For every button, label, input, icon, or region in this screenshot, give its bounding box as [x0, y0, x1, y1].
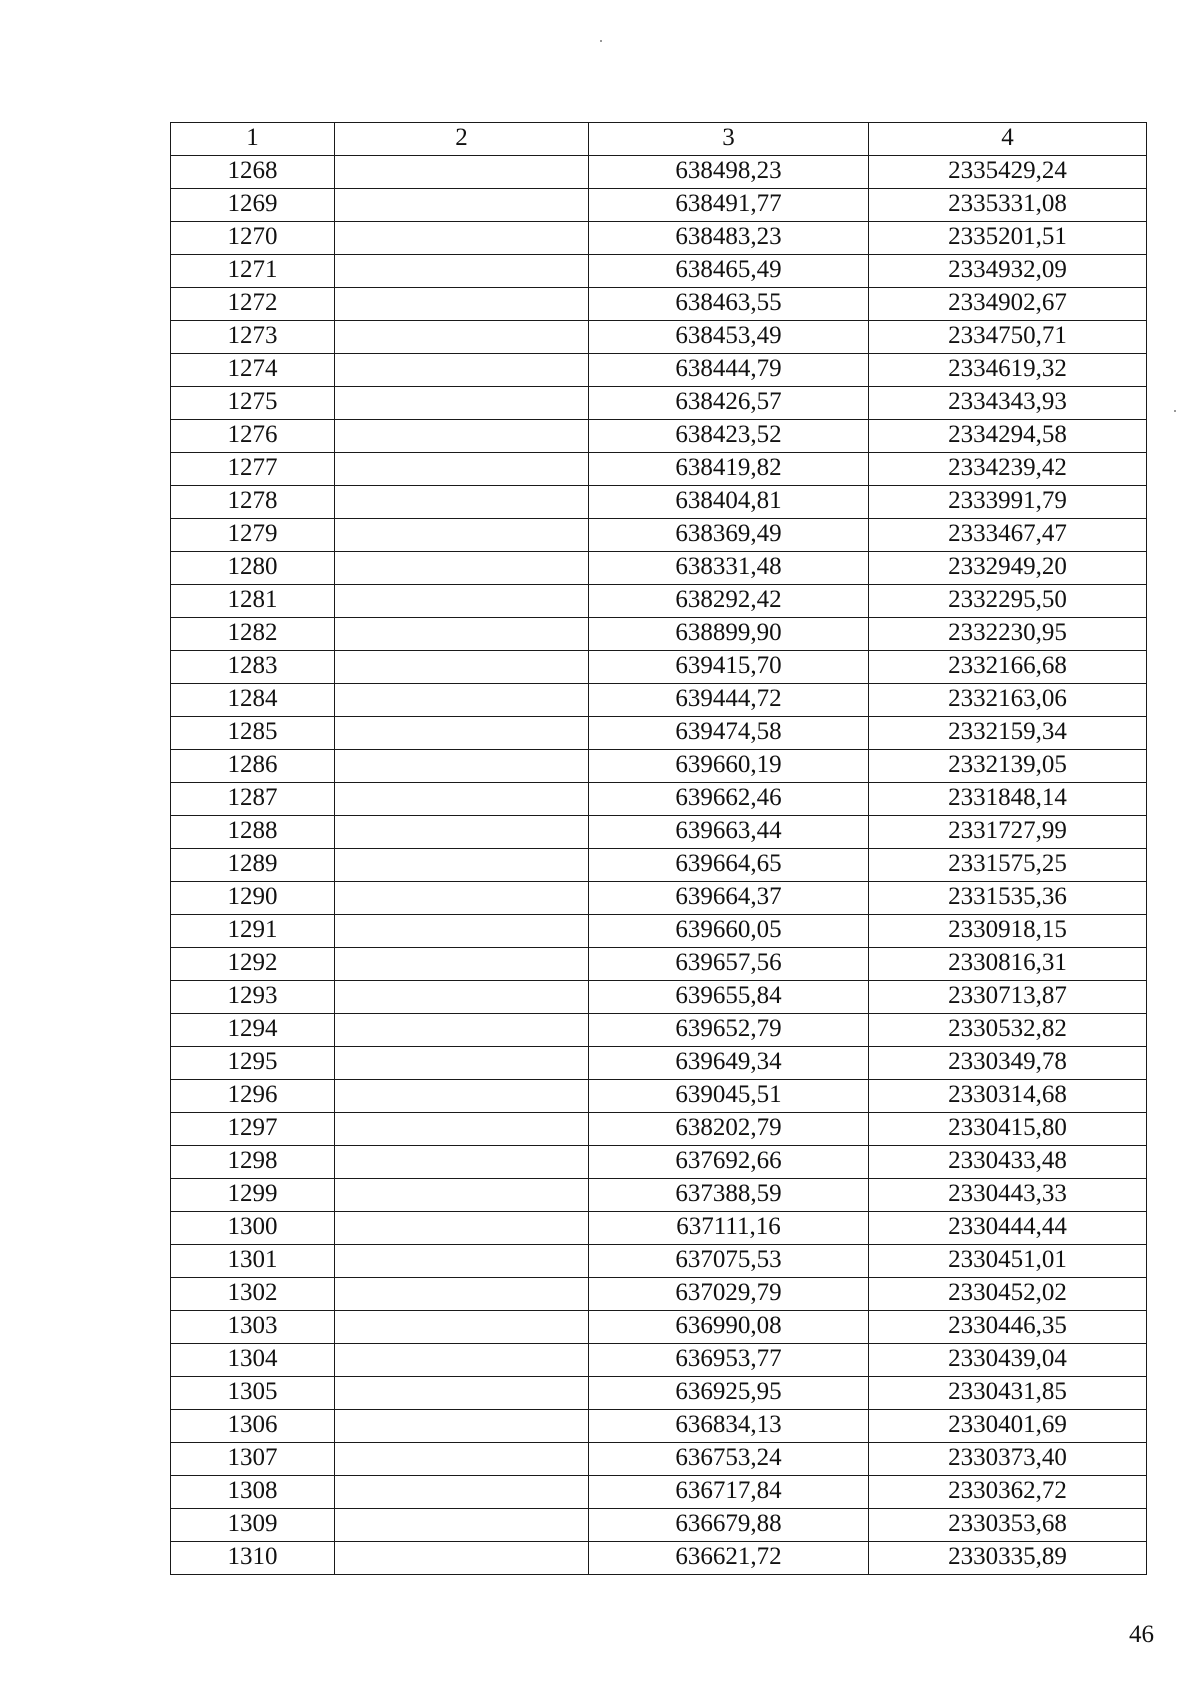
table-row [171, 783, 1147, 816]
table-row [171, 255, 1147, 288]
column-header-1: 1 [171, 123, 335, 156]
y-coordinate-cell: 2334294,58 [869, 420, 1147, 453]
y-coordinate-cell: 2334902,67 [869, 288, 1147, 321]
point-number-cell: 1289 [171, 849, 335, 882]
table-row [171, 453, 1147, 486]
point-number-cell: 1287 [171, 783, 335, 816]
scan-speck [1174, 410, 1176, 412]
point-number-cell: 1301 [171, 1245, 335, 1278]
x-coordinate-cell: 639657,56 [589, 948, 869, 981]
y-coordinate-cell: 2332166,68 [869, 651, 1147, 684]
x-coordinate-cell: 638498,23 [589, 156, 869, 189]
table-row [171, 519, 1147, 552]
x-coordinate-cell: 639664,65 [589, 849, 869, 882]
x-coordinate-cell: 637111,16 [589, 1212, 869, 1245]
description-cell [335, 750, 589, 783]
y-coordinate-cell: 2332139,05 [869, 750, 1147, 783]
point-number-cell: 1304 [171, 1344, 335, 1377]
description-cell [335, 1014, 589, 1047]
y-coordinate-cell: 2330451,01 [869, 1245, 1147, 1278]
description-cell [335, 453, 589, 486]
point-number-cell: 1273 [171, 321, 335, 354]
table-row [171, 189, 1147, 222]
table-row [171, 288, 1147, 321]
table-row [171, 1443, 1147, 1476]
x-coordinate-cell: 637388,59 [589, 1179, 869, 1212]
point-number-cell: 1308 [171, 1476, 335, 1509]
description-cell [335, 1047, 589, 1080]
x-coordinate-cell: 639664,37 [589, 882, 869, 915]
column-header-4: 4 [869, 123, 1147, 156]
description-cell [335, 255, 589, 288]
description-cell [335, 717, 589, 750]
description-cell [335, 948, 589, 981]
table-row [171, 1476, 1147, 1509]
description-cell [335, 1476, 589, 1509]
table-row [171, 1047, 1147, 1080]
y-coordinate-cell: 2330433,48 [869, 1146, 1147, 1179]
point-number-cell: 1288 [171, 816, 335, 849]
point-number-cell: 1274 [171, 354, 335, 387]
table-row [171, 849, 1147, 882]
y-coordinate-cell: 2330443,33 [869, 1179, 1147, 1212]
y-coordinate-cell: 2331727,99 [869, 816, 1147, 849]
description-cell [335, 882, 589, 915]
table-row [171, 354, 1147, 387]
table-row [171, 1014, 1147, 1047]
table-row [171, 486, 1147, 519]
x-coordinate-cell: 638899,90 [589, 618, 869, 651]
point-number-cell: 1270 [171, 222, 335, 255]
description-cell [335, 1410, 589, 1443]
x-coordinate-cell: 639655,84 [589, 981, 869, 1014]
column-header-2: 2 [335, 123, 589, 156]
description-cell [335, 1278, 589, 1311]
table-row [171, 1344, 1147, 1377]
y-coordinate-cell: 2330349,78 [869, 1047, 1147, 1080]
table-row [171, 1542, 1147, 1575]
y-coordinate-cell: 2330444,44 [869, 1212, 1147, 1245]
point-number-cell: 1268 [171, 156, 335, 189]
description-cell [335, 420, 589, 453]
point-number-cell: 1275 [171, 387, 335, 420]
table-header-row [171, 123, 1147, 156]
table-row [171, 1278, 1147, 1311]
point-number-cell: 1307 [171, 1443, 335, 1476]
x-coordinate-cell: 636925,95 [589, 1377, 869, 1410]
y-coordinate-cell: 2332163,06 [869, 684, 1147, 717]
x-coordinate-cell: 638404,81 [589, 486, 869, 519]
y-coordinate-cell: 2330314,68 [869, 1080, 1147, 1113]
description-cell [335, 684, 589, 717]
y-coordinate-cell: 2330415,80 [869, 1113, 1147, 1146]
description-cell [335, 651, 589, 684]
point-number-cell: 1291 [171, 915, 335, 948]
description-cell [335, 1311, 589, 1344]
table-row [171, 321, 1147, 354]
table-row [171, 1410, 1147, 1443]
description-cell [335, 354, 589, 387]
table-body [171, 156, 1147, 1575]
x-coordinate-cell: 639649,34 [589, 1047, 869, 1080]
point-number-cell: 1280 [171, 552, 335, 585]
point-number-cell: 1281 [171, 585, 335, 618]
table-row [171, 1212, 1147, 1245]
x-coordinate-cell: 636834,13 [589, 1410, 869, 1443]
table-row [171, 1245, 1147, 1278]
point-number-cell: 1285 [171, 717, 335, 750]
table-row [171, 552, 1147, 585]
x-coordinate-cell: 638453,49 [589, 321, 869, 354]
point-number-cell: 1309 [171, 1509, 335, 1542]
y-coordinate-cell: 2334343,93 [869, 387, 1147, 420]
x-coordinate-cell: 638419,82 [589, 453, 869, 486]
table-row [171, 948, 1147, 981]
x-coordinate-cell: 639474,58 [589, 717, 869, 750]
x-coordinate-cell: 636621,72 [589, 1542, 869, 1575]
description-cell [335, 288, 589, 321]
point-number-cell: 1292 [171, 948, 335, 981]
table-row [171, 651, 1147, 684]
point-number-cell: 1276 [171, 420, 335, 453]
table-row [171, 684, 1147, 717]
x-coordinate-cell: 636953,77 [589, 1344, 869, 1377]
table-row [171, 420, 1147, 453]
y-coordinate-cell: 2331535,36 [869, 882, 1147, 915]
point-number-cell: 1297 [171, 1113, 335, 1146]
x-coordinate-cell: 639663,44 [589, 816, 869, 849]
x-coordinate-cell: 636717,84 [589, 1476, 869, 1509]
description-cell [335, 486, 589, 519]
x-coordinate-cell: 638463,55 [589, 288, 869, 321]
x-coordinate-cell: 639444,72 [589, 684, 869, 717]
y-coordinate-cell: 2330439,04 [869, 1344, 1147, 1377]
x-coordinate-cell: 638426,57 [589, 387, 869, 420]
description-cell [335, 1377, 589, 1410]
x-coordinate-cell: 638331,48 [589, 552, 869, 585]
y-coordinate-cell: 2330353,68 [869, 1509, 1147, 1542]
description-cell [335, 1179, 589, 1212]
x-coordinate-cell: 638369,49 [589, 519, 869, 552]
y-coordinate-cell: 2333467,47 [869, 519, 1147, 552]
x-coordinate-cell: 638483,23 [589, 222, 869, 255]
x-coordinate-cell: 638423,52 [589, 420, 869, 453]
x-coordinate-cell: 639045,51 [589, 1080, 869, 1113]
y-coordinate-cell: 2330373,40 [869, 1443, 1147, 1476]
x-coordinate-cell: 638491,77 [589, 189, 869, 222]
y-coordinate-cell: 2330532,82 [869, 1014, 1147, 1047]
table-row [171, 618, 1147, 651]
point-number-cell: 1286 [171, 750, 335, 783]
coordinates-table [170, 122, 1147, 1575]
table-row [171, 717, 1147, 750]
scan-speck [600, 40, 602, 42]
description-cell [335, 387, 589, 420]
x-coordinate-cell: 639660,19 [589, 750, 869, 783]
description-cell [335, 1245, 589, 1278]
description-cell [335, 585, 589, 618]
y-coordinate-cell: 2334932,09 [869, 255, 1147, 288]
x-coordinate-cell: 638465,49 [589, 255, 869, 288]
y-coordinate-cell: 2330401,69 [869, 1410, 1147, 1443]
x-coordinate-cell: 637075,53 [589, 1245, 869, 1278]
description-cell [335, 1113, 589, 1146]
point-number-cell: 1295 [171, 1047, 335, 1080]
y-coordinate-cell: 2331575,25 [869, 849, 1147, 882]
point-number-cell: 1300 [171, 1212, 335, 1245]
point-number-cell: 1303 [171, 1311, 335, 1344]
table-row [171, 1377, 1147, 1410]
y-coordinate-cell: 2332230,95 [869, 618, 1147, 651]
table-row [171, 156, 1147, 189]
x-coordinate-cell: 639662,46 [589, 783, 869, 816]
table-row [171, 1113, 1147, 1146]
point-number-cell: 1299 [171, 1179, 335, 1212]
table-row [171, 882, 1147, 915]
y-coordinate-cell: 2330452,02 [869, 1278, 1147, 1311]
x-coordinate-cell: 636679,88 [589, 1509, 869, 1542]
description-cell [335, 1509, 589, 1542]
table-row [171, 585, 1147, 618]
table-row [171, 750, 1147, 783]
table-row [171, 222, 1147, 255]
point-number-cell: 1271 [171, 255, 335, 288]
table-row [171, 1179, 1147, 1212]
table-row [171, 1509, 1147, 1542]
point-number-cell: 1293 [171, 981, 335, 1014]
point-number-cell: 1294 [171, 1014, 335, 1047]
point-number-cell: 1272 [171, 288, 335, 321]
table-row [171, 1146, 1147, 1179]
x-coordinate-cell: 638292,42 [589, 585, 869, 618]
description-cell [335, 816, 589, 849]
description-cell [335, 1212, 589, 1245]
y-coordinate-cell: 2334750,71 [869, 321, 1147, 354]
table-row [171, 915, 1147, 948]
description-cell [335, 783, 589, 816]
description-cell [335, 981, 589, 1014]
point-number-cell: 1279 [171, 519, 335, 552]
y-coordinate-cell: 2333991,79 [869, 486, 1147, 519]
description-cell [335, 1542, 589, 1575]
description-cell [335, 1443, 589, 1476]
y-coordinate-cell: 2332949,20 [869, 552, 1147, 585]
x-coordinate-cell: 637029,79 [589, 1278, 869, 1311]
x-coordinate-cell: 638444,79 [589, 354, 869, 387]
y-coordinate-cell: 2332159,34 [869, 717, 1147, 750]
y-coordinate-cell: 2330362,72 [869, 1476, 1147, 1509]
description-cell [335, 618, 589, 651]
point-number-cell: 1298 [171, 1146, 335, 1179]
point-number-cell: 1277 [171, 453, 335, 486]
y-coordinate-cell: 2335201,51 [869, 222, 1147, 255]
x-coordinate-cell: 639660,05 [589, 915, 869, 948]
y-coordinate-cell: 2330918,15 [869, 915, 1147, 948]
description-cell [335, 1146, 589, 1179]
point-number-cell: 1269 [171, 189, 335, 222]
description-cell [335, 321, 589, 354]
point-number-cell: 1290 [171, 882, 335, 915]
table-row [171, 1080, 1147, 1113]
y-coordinate-cell: 2334619,32 [869, 354, 1147, 387]
y-coordinate-cell: 2331848,14 [869, 783, 1147, 816]
x-coordinate-cell: 636990,08 [589, 1311, 869, 1344]
point-number-cell: 1310 [171, 1542, 335, 1575]
x-coordinate-cell: 637692,66 [589, 1146, 869, 1179]
y-coordinate-cell: 2330713,87 [869, 981, 1147, 1014]
description-cell [335, 552, 589, 585]
y-coordinate-cell: 2330816,31 [869, 948, 1147, 981]
description-cell [335, 156, 589, 189]
point-number-cell: 1282 [171, 618, 335, 651]
x-coordinate-cell: 639415,70 [589, 651, 869, 684]
y-coordinate-cell: 2335429,24 [869, 156, 1147, 189]
y-coordinate-cell: 2330335,89 [869, 1542, 1147, 1575]
description-cell [335, 915, 589, 948]
point-number-cell: 1278 [171, 486, 335, 519]
table-row [171, 981, 1147, 1014]
description-cell [335, 1080, 589, 1113]
y-coordinate-cell: 2335331,08 [869, 189, 1147, 222]
point-number-cell: 1302 [171, 1278, 335, 1311]
y-coordinate-cell: 2330431,85 [869, 1377, 1147, 1410]
table-row [171, 1311, 1147, 1344]
page-number: 46 [1129, 1621, 1154, 1648]
description-cell [335, 189, 589, 222]
point-number-cell: 1284 [171, 684, 335, 717]
y-coordinate-cell: 2330446,35 [869, 1311, 1147, 1344]
y-coordinate-cell: 2334239,42 [869, 453, 1147, 486]
x-coordinate-cell: 636753,24 [589, 1443, 869, 1476]
description-cell [335, 519, 589, 552]
x-coordinate-cell: 639652,79 [589, 1014, 869, 1047]
point-number-cell: 1305 [171, 1377, 335, 1410]
point-number-cell: 1306 [171, 1410, 335, 1443]
x-coordinate-cell: 638202,79 [589, 1113, 869, 1146]
table-row [171, 387, 1147, 420]
description-cell [335, 222, 589, 255]
description-cell [335, 1344, 589, 1377]
description-cell [335, 849, 589, 882]
point-number-cell: 1283 [171, 651, 335, 684]
y-coordinate-cell: 2332295,50 [869, 585, 1147, 618]
point-number-cell: 1296 [171, 1080, 335, 1113]
table-row [171, 816, 1147, 849]
column-header-3: 3 [589, 123, 869, 156]
